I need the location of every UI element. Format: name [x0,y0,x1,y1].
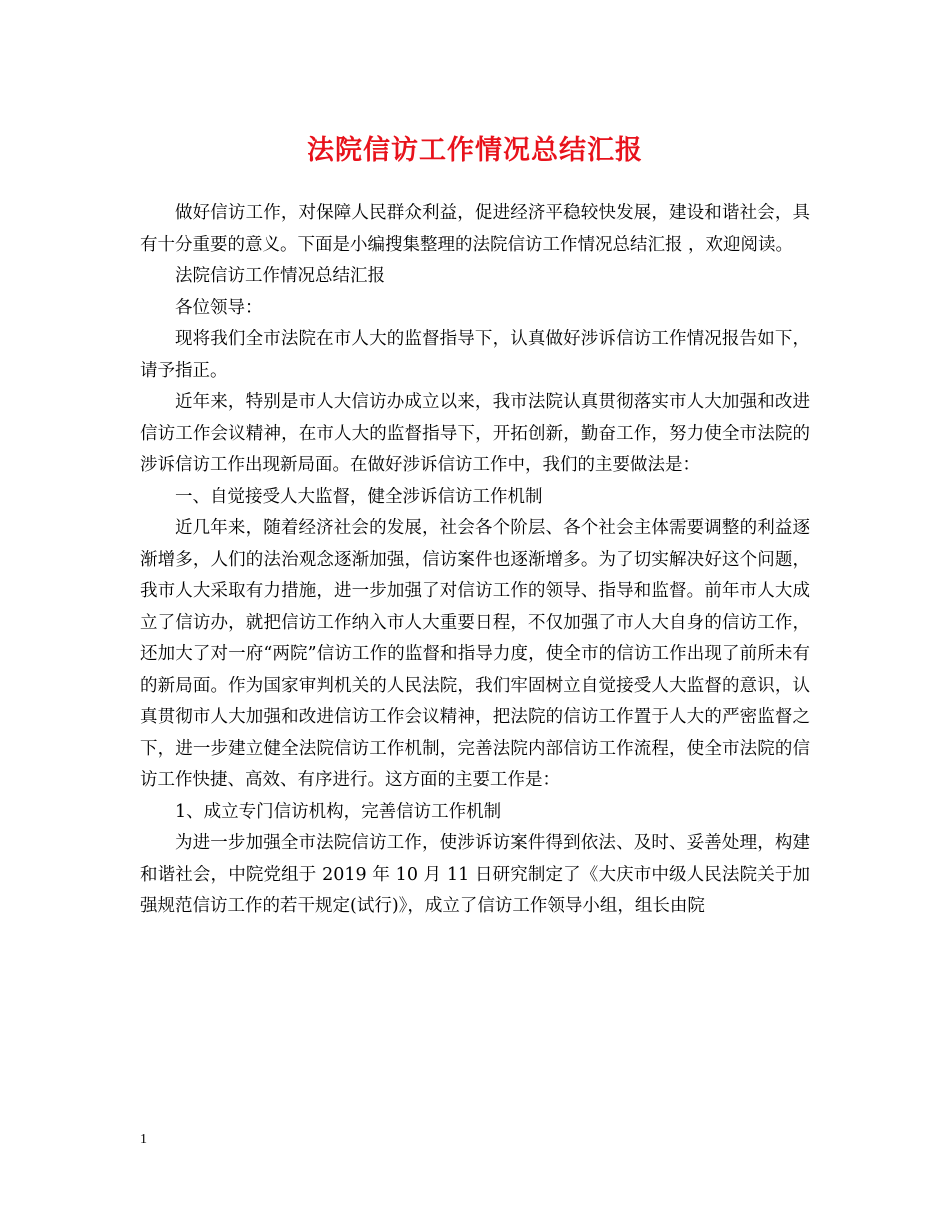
paragraph-report-statement: 现将我们全市法院在市人大的监督指导下，认真做好涉诉信访工作情况报告如下，请予指正。 [140,329,810,381]
document-body [140,198,810,923]
paragraph-section-1-body: 近几年来，随着经济社会的发展，社会各个阶层、各个社会主体需要调整的利益逐渐增多，人们的法治观念逐渐加强，信访案件也逐渐增多。为了切实解决好这个问题，我市人大采取有力措施，进一步加强了对信访工作的领导、指导和监督。前年市人大成立了信访办，就把信访工作纳入市人大重要日程，不仅加强了市人大自身的信访工作，还加大了对一府“两院”信访工作的监督和指导力度，使全市的信访工作出现了前所未有的新局面。作为国家审判机关的人民法院，我们牢固树立自觉接受人大监督的意识，认真贯彻市人大加强和改进信访工作会议精神，把法院的信访工作置于人大的严密监督之下，进一步建立健全法院信访工作机制，完善法院内部信访工作流程，使全市法院的信访工作快捷、高效、有序进行。这方面的主要工作是： [140,518,810,790]
paragraph-intro: 做好信访工作，对保障人民群众利益，促进经济平稳较快发展，建设和谐社会，具有十分重要的意义。下面是小编搜集整理的法院信访工作情况总结汇报 ，欢迎阅读。 [140,203,810,255]
section-heading-1: 一、自觉接受人大监督，健全涉诉信访工作机制 [175,486,543,507]
paragraph-report-title: 法院信访工作情况总结汇报 [175,266,385,286]
page-number: 1 [140,1132,147,1147]
paragraph-subsection-1-body: 为进一步加强全市法院信访工作，使涉诉访案件得到依法、及时、妥善处理，构建和谐社会，中院党组于 2019 年 10 月 11 日研究制定了《大庆市中级人民法院关于加强规范信访工作的若干规定(试行)》，成立了信访工作领导小组，组长由院 [140,833,810,916]
subsection-heading-1: 1、成立专门信访机构，完善信访工作机制 [175,801,502,822]
document-title: 法院信访工作情况总结汇报 [307,135,643,166]
paragraph-recent-years: 近年来，特别是市人大信访办成立以来，我市法院认真贯彻落实市人大加强和改进信访工作会议精神，在市人大的监督指导下，开拓创新，勤奋工作，努力使全市法院的涉诉信访工作出现新局面。在做好涉诉信访工作中，我们的主要做法是： [140,392,810,475]
paragraph-salutation: 各位领导： [175,297,263,318]
